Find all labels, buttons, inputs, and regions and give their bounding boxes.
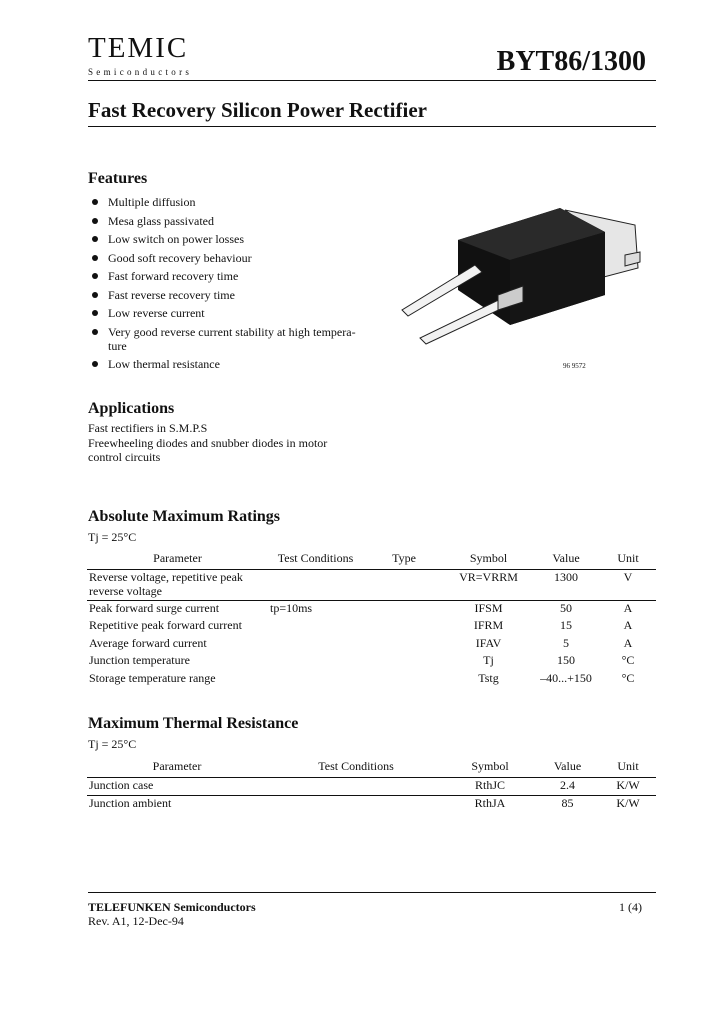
table-header-row: [87, 759, 656, 777]
table-row: Reverse voltage, repetitive peak reverse voltage VR=VRRM 1300 V: [89, 569, 633, 598]
table-row: Peak forward surge current tp=10ms IFSM 50 A: [87, 600, 656, 618]
features-heading: Features: [88, 170, 148, 187]
bullet-icon: [92, 236, 98, 242]
thermal-heading: Maximum Thermal Resistance: [88, 715, 299, 732]
title-rule: [88, 126, 656, 127]
bullet-icon: [92, 273, 98, 279]
footer-revision: Rev. A1, 12-Dec-94: [88, 914, 184, 928]
feature-item: Good soft recovery behaviour: [92, 251, 372, 265]
features-list: [92, 195, 372, 376]
feature-item: Very good reverse current stability at high tempera-ture: [92, 325, 372, 353]
bullet-icon: [92, 218, 98, 224]
bullet-icon: [92, 329, 98, 335]
column-header: Symbol: [445, 759, 535, 777]
column-header: Symbol: [445, 551, 532, 569]
abs-max-heading: Absolute Maximum Ratings: [88, 508, 281, 525]
feature-item: Fast forward recovery time: [92, 269, 372, 283]
column-header: Unit: [600, 551, 656, 569]
feature-item: Multiple diffusion: [92, 195, 372, 209]
abs-max-table: [87, 551, 656, 688]
feature-item: Fast reverse recovery time: [92, 288, 372, 302]
table-row: Repetitive peak forward current IFRM 15 A: [89, 618, 633, 632]
table-row: Average forward current IFAV 5 A: [89, 635, 633, 650]
bullet-icon: [92, 255, 98, 261]
header-rule: [88, 80, 656, 81]
column-header: Parameter: [87, 551, 268, 569]
feature-item: Low switch on power losses: [92, 232, 372, 246]
column-header: Test Conditions: [267, 759, 445, 777]
bullet-icon: [92, 361, 98, 367]
abs-max-condition: Tj = 25°C: [88, 530, 137, 544]
logo-subtitle: Semiconductors: [88, 67, 193, 77]
thermal-condition: Tj = 25°C: [88, 737, 137, 751]
column-header: Value: [532, 551, 600, 569]
package-image: [400, 200, 650, 360]
feature-item: Low thermal resistance: [92, 357, 372, 371]
page-title: Fast Recovery Silicon Power Rectifier: [88, 98, 427, 122]
column-header: Parameter: [87, 759, 267, 777]
table-row: Junction ambient RthJA 85 K/W: [87, 796, 656, 814]
table-row: Junction case RthJC 2.4 K/W: [89, 777, 640, 792]
temic-logo: TEMIC: [88, 32, 189, 64]
footer-company: TELEFUNKEN Semiconductors: [88, 900, 256, 914]
applications-text: Fast rectifiers in S.M.P.S Freewheeling diodes and snubber diodes in motor control circuits: [88, 421, 328, 464]
figure-code: 96 9572: [563, 362, 586, 370]
column-header: Value: [535, 759, 600, 777]
column-header: Type: [363, 551, 445, 569]
column-header: Test Conditions: [268, 551, 363, 569]
bullet-icon: [92, 310, 98, 316]
table-header-row: [87, 551, 656, 569]
table-row: Junction temperature Tj 150 °C: [89, 653, 635, 667]
bullet-icon: [92, 199, 98, 205]
thermal-table: [87, 759, 656, 814]
table-row: Storage temperature range Tstg –40...+150 °C: [89, 670, 635, 685]
column-header: Unit: [600, 759, 656, 777]
feature-item: Low reverse current: [92, 306, 372, 320]
part-number: BYT86/1300: [496, 46, 646, 77]
bullet-icon: [92, 292, 98, 298]
applications-heading: Applications: [88, 400, 175, 417]
footer-rule: [88, 892, 656, 893]
feature-item: Mesa glass passivated: [92, 214, 372, 228]
page-number: 1 (4): [619, 900, 642, 914]
